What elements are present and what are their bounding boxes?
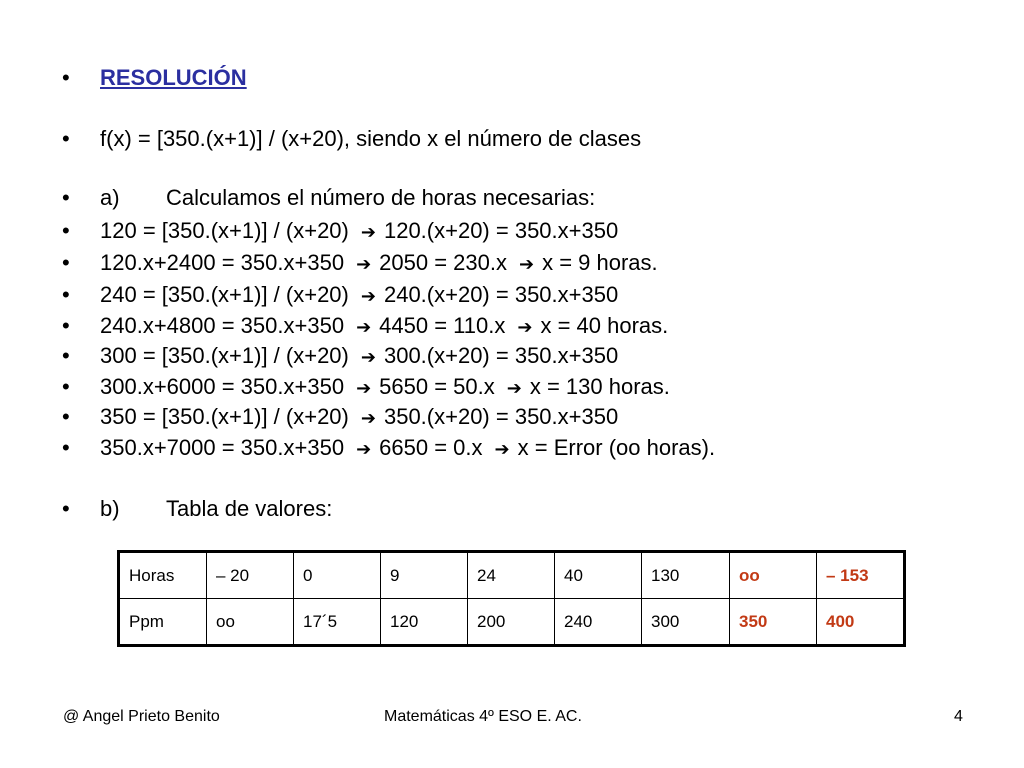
equation-right: 240.(x+20) = 350.x+350 [383,282,619,307]
heading-resolucion: RESOLUCIÓN [100,65,247,90]
arrow-icon: ➔ [360,286,376,307]
arrow-icon: ➔ [360,408,376,429]
arrow-icon: ➔ [360,347,376,368]
equation-left: 300.x+6000 = 350.x+350 [100,374,345,399]
equation-result: x = 40 horas. [540,313,669,338]
table-cell-highlight: – 153 [817,552,905,599]
footer-course: Matemáticas 4º ESO E. AC. [384,708,582,725]
table-cell: 120 [381,599,468,646]
arrow-icon: ➔ [360,222,376,243]
table-cell: Ppm [119,599,207,646]
footer-author: @ Angel Prieto Benito [63,708,220,725]
table-row-horas [119,552,905,599]
equation-mid: 4450 = 110.x [379,313,506,338]
table-cell: 17´5 [294,599,381,646]
part-a-label: a) [100,185,120,210]
equation-result: x = 9 horas. [542,250,658,275]
bullet-dot: • [62,435,70,460]
bullet-dot: • [62,126,70,151]
bullet-dot: • [62,374,70,399]
table-cell: oo [207,599,294,646]
arrow-icon: ➔ [356,317,372,338]
table-cell: 0 [294,552,381,599]
arrow-icon: ➔ [519,254,535,275]
equation-right: 300.(x+20) = 350.x+350 [383,343,619,368]
table-cell: 9 [381,552,468,599]
equation-left: 300 = [350.(x+1)] / (x+20) [100,343,349,368]
arrow-icon: ➔ [494,439,510,460]
equation-mid: 6650 = 0.x [379,435,483,460]
equation-right: 120.(x+20) = 350.x+350 [383,218,619,243]
arrow-icon: ➔ [356,254,372,275]
equation-right: 350.(x+20) = 350.x+350 [383,404,619,429]
bullet-dot: • [62,313,70,338]
equation-result: x = 130 horas. [529,374,670,399]
part-b-label: b) [100,496,120,521]
table-cell: Horas [119,552,207,599]
table-cell-highlight: 350 [730,599,817,646]
table-cell: 300 [642,599,730,646]
equation-left: 350 = [350.(x+1)] / (x+20) [100,404,349,429]
equation-mid: 2050 = 230.x [379,250,507,275]
equation-left: 240 = [350.(x+1)] / (x+20) [100,282,349,307]
function-definition: f(x) = [350.(x+1)] / (x+20), siendo x el número de clases [100,126,642,151]
arrow-icon: ➔ [356,439,372,460]
equation-left: 240.x+4800 = 350.x+350 [100,313,345,338]
part-b-text: Tabla de valores: [166,496,333,521]
equation-mid: 5650 = 50.x [379,374,495,399]
table-cell: 240 [555,599,642,646]
equation-result: x = Error (oo horas). [517,435,716,460]
equation-left: 120.x+2400 = 350.x+350 [100,250,345,275]
values-table [117,550,906,647]
table-cell-highlight: 400 [817,599,905,646]
bullet-dot: • [62,496,70,521]
arrow-icon: ➔ [506,378,522,399]
table-cell-highlight: oo [730,552,817,599]
table-cell: 24 [468,552,555,599]
bullet-dot: • [62,282,70,307]
bullet-dot: • [62,250,70,275]
table-cell: 200 [468,599,555,646]
table-cell: 130 [642,552,730,599]
bullet-dot: • [62,404,70,429]
part-a-text: Calculamos el número de horas necesarias: [166,185,596,210]
footer-page-number: 4 [954,708,963,725]
arrow-icon: ➔ [356,378,372,399]
table-row-ppm [119,599,905,646]
table-cell: – 20 [207,552,294,599]
bullet-dot: • [62,218,70,243]
equation-left: 120 = [350.(x+1)] / (x+20) [100,218,349,243]
bullet-dot: • [62,65,70,90]
equation-left: 350.x+7000 = 350.x+350 [100,435,345,460]
bullet-dot: • [62,343,70,368]
bullet-dot: • [62,185,70,210]
arrow-icon: ➔ [517,317,533,338]
table-cell: 40 [555,552,642,599]
